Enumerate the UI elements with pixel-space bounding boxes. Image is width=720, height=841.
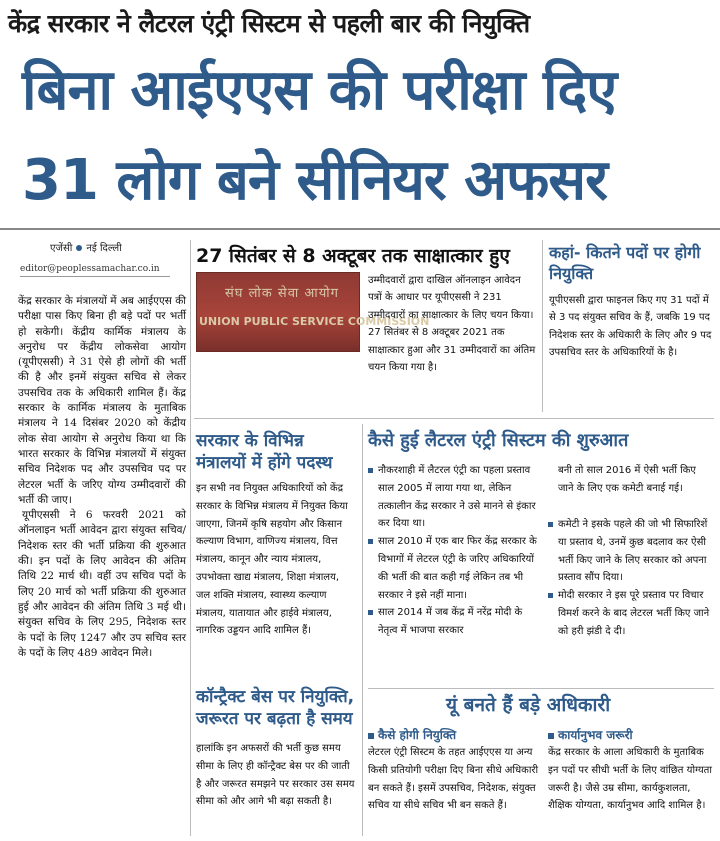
- headline-divider: [0, 228, 720, 230]
- lateral-bullet-1: नौकरशाही में लैटरल एंट्री का पहला प्रस्ताव साल 2005 में लाया गया था, लेकिन तत्कालीन केंद्र सरकार ने उसे मानने से इंकार कर दिया था।: [368, 462, 540, 533]
- where-heading: कहां- कितने पदों पर होगी नियुक्ति: [549, 243, 701, 283]
- officers-divider: [368, 688, 714, 689]
- lateral-continued-text: बनी तो साल 2016 में ऐसी भर्ती किए जाने के लिए एक कमेटी बनाई गई।: [558, 465, 696, 494]
- contract-heading: कॉन्ट्रैक्ट बेस पर नियुक्ति, जरूरत पर बढ़ता है समय: [196, 687, 355, 729]
- officers-how-text: लेटरल एंट्री सिस्टम के तहत आईएएस या अन्य किसी प्रतियोगी परीक्षा दिए बिना सीधे अधिकारी बन सकते हैं। इसमें उपसचिव, निदेशक, संयुक्त सचिव या सीधे सचिव भी बन सकते हैं।: [368, 747, 539, 812]
- lateral-bullet-4: कमेटी ने इसके पहले की जो भी सिफारिशें या प्रस्ताव थे, उनमें कुछ बदलाव कर ऐसी भर्ती किए जाने के लिए सरकार को अपना प्रस्ताव सौंप दिया।: [548, 516, 714, 587]
- where-text: यूपीएससी द्वारा फाइनल किए गए 31 पदों में से 3 पद संयुक्त सचिव के हैं, जबकि 19 पद निदेशक स्तर के अधिकारी के लिए और 9 पद उपसचिव स्तर के अधिकारियों के है।: [549, 295, 712, 359]
- officers-heading: यूं बनते हैं बड़े अधिकारी: [446, 694, 611, 716]
- photo-hindi-sign: संघ लोक सेवा आयोग: [225, 286, 339, 301]
- lateral-bullet-2: साल 2010 में एक बार फिर केंद्र सरकार के विभागों में लेटरल एंट्री के जरिए अधिकारियों की भर्ती की बात कही गई लेकिन तब भी सरकार ने इसे नहीं माना।: [368, 533, 540, 604]
- byline-city: नई दिल्ली: [86, 243, 122, 254]
- officers-experience-heading: [548, 726, 714, 743]
- lateral-bullet-5: मोदी सरकार ने इस पूरे प्रस्ताव पर विचार विमर्श करने के बाद लेटरल भर्ती किए जाने को हरी झंडी दे दी।: [548, 587, 714, 640]
- column-divider: [190, 240, 191, 836]
- kicker-headline: केंद्र सरकार ने लैटरल एंट्री सिस्टम से पहली बार की नियुक्ति: [8, 9, 530, 38]
- ministries-text: इन सभी नव नियुक्त अधिकारियों को केंद्र सरकार के विभिन्न मंत्रालय में नियुक्त किया जाएगा, जिनमें कृषि सहयोग और किसान कल्याण विभाग, वाणिज्य मंत्रालय, वित्त मंत्रालय, कानून और न्याय मंत्रालय, उपभोक्ता खाद्य मंत्रालय, शिक्षा मंत्रालय, जल शक्ति मंत्रालय, स्वास्थ्य कल्याण मंत्रालय, यातायात और हाईवे मंत्रालय, नागरिक उड्डयन आदि शामिल हैं।: [196, 483, 348, 637]
- officers-experience-text: केंद्र सरकार के आला अधिकारी के मुताबिक इन पदों पर सीधी भर्ती के लिए वांछित योग्यता जरूरी है। जैसे उम्र सीमा, कार्यकुशलता, शैक्षिक योग्यता, कार्यानुभव आदि शामिल है।: [548, 747, 712, 812]
- byline: [50, 240, 122, 254]
- main-headline-line-2: 31 लोग बने सीनियर अफसर: [22, 148, 608, 213]
- lateral-bullets-left: [368, 462, 540, 640]
- contract-text: हालांकि इन अफसरों की भर्ती कुछ समय सीमा के लिए ही कॉन्ट्रैक्ट बेस पर की जाती है और जरूरत समझने पर सरकार उस समय सीमा को और आगे भी बढ़ा सकती है।: [196, 743, 355, 808]
- interview-text: उम्मीदवारों द्वारा दाखिल ऑनलाइन आवेदन पत्रों के आधार पर यूपीएससी ने 231 उम्मीदवारों का साक्षात्कार के लिए चयन किया। 27 सितंबर से 8 अक्टूबर 2021 तक साक्षात्कार हुआ और 31 उम्मीदवारों का अंतिम चयन किया गया है।: [368, 275, 536, 374]
- lateral-bullet-3: साल 2014 में जब केंद्र में नरेंद्र मोदी के नेतृत्व में भाजपा सरकार: [368, 604, 540, 640]
- square-bullet-icon: [548, 733, 554, 739]
- upsc-building-photo: [196, 272, 430, 352]
- main-headline-line-1: बिना आईएएस की परीक्षा दिए: [22, 58, 617, 123]
- officers-experience-heading-text: कार्यानुभव जरूरी: [558, 728, 633, 742]
- lateral-heading: कैसे हुई लैटरल एंट्री सिस्टम की शुरुआत: [368, 430, 629, 451]
- bullet-dot-icon: [76, 245, 82, 251]
- officers-how-heading-text: कैसे होगी नियुक्ति: [378, 728, 457, 742]
- byline-email: editor@peoplessamachar.co.in: [20, 264, 170, 277]
- lateral-bullets-right: [548, 516, 714, 641]
- ministries-heading: सरकार के विभिन्न मंत्रालयों में होंगे पदस्थ: [196, 431, 333, 473]
- ministries-divider: [362, 424, 363, 836]
- where-divider: [542, 240, 543, 412]
- left-paragraph-2: यूपीएससी ने 6 फरवरी 2021 को ऑनलाइन भर्ती आवेदन द्वारा संयुक्त सचिव/निदेशक स्तर की भर्ती प्रक्रिया की शुरुआत की। इन पदों के लिए आवेदन की अंतिम तिथि 22 मार्च थी। वहीं उप सचिव पदों के लिए 20 मार्च को भर्ती प्रक्रिया की शुरुआत हुई और आवेदन की अंतिम तिथि 3 मई थी। संयुक्त सचिव के लिए 295, निदेशक स्तर के पदों के लिए 1247 और उप सचिव स्तर के पदों के लिए 489 आवेदन मिले।: [18, 509, 186, 659]
- byline-agency: एजेंसी: [50, 243, 73, 254]
- section-divider: [194, 418, 714, 419]
- interview-heading: 27 सितंबर से 8 अक्टूबर तक साक्षात्कार हुए: [196, 245, 510, 267]
- left-column-body: [18, 294, 186, 661]
- photo-english-sign: UNION PUBLIC SERVICE COMMISSION: [199, 315, 430, 328]
- officers-how-heading: [368, 726, 540, 743]
- left-paragraph-1: केंद्र सरकार के मंत्रालयों में अब आईएएस की परीक्षा पास किए बिना ही बड़े पदों पर भर्ती हो सकेगी। केंद्रीय कार्मिक मंत्रालय के अनुरोध पर केंद्रीय लोकसेवा आयोग (यूपीएससी) ने 31 ऐसे ही लोगों की भर्ती की है और इनमें संयुक्त सचिव से लेकर उपसचिव तक के अधिकारी शामिल हैं। केंद्र सरकार के कार्मिक मंत्रालय के मुताबिक मंत्रालय ने 14 दिसंबर 2020 को केंद्रीय लोक सेवा आयोग से अनुरोध किया था कि भारत सरकार के विभिन्न मंत्रालयों में संयुक्त सचिव निदेशक पद और उपसचिव पद पर लेटरल भर्ती के जरिए योग्य उम्मीदवारों की भर्ती की जाए।: [18, 295, 186, 506]
- square-bullet-icon: [368, 733, 374, 739]
